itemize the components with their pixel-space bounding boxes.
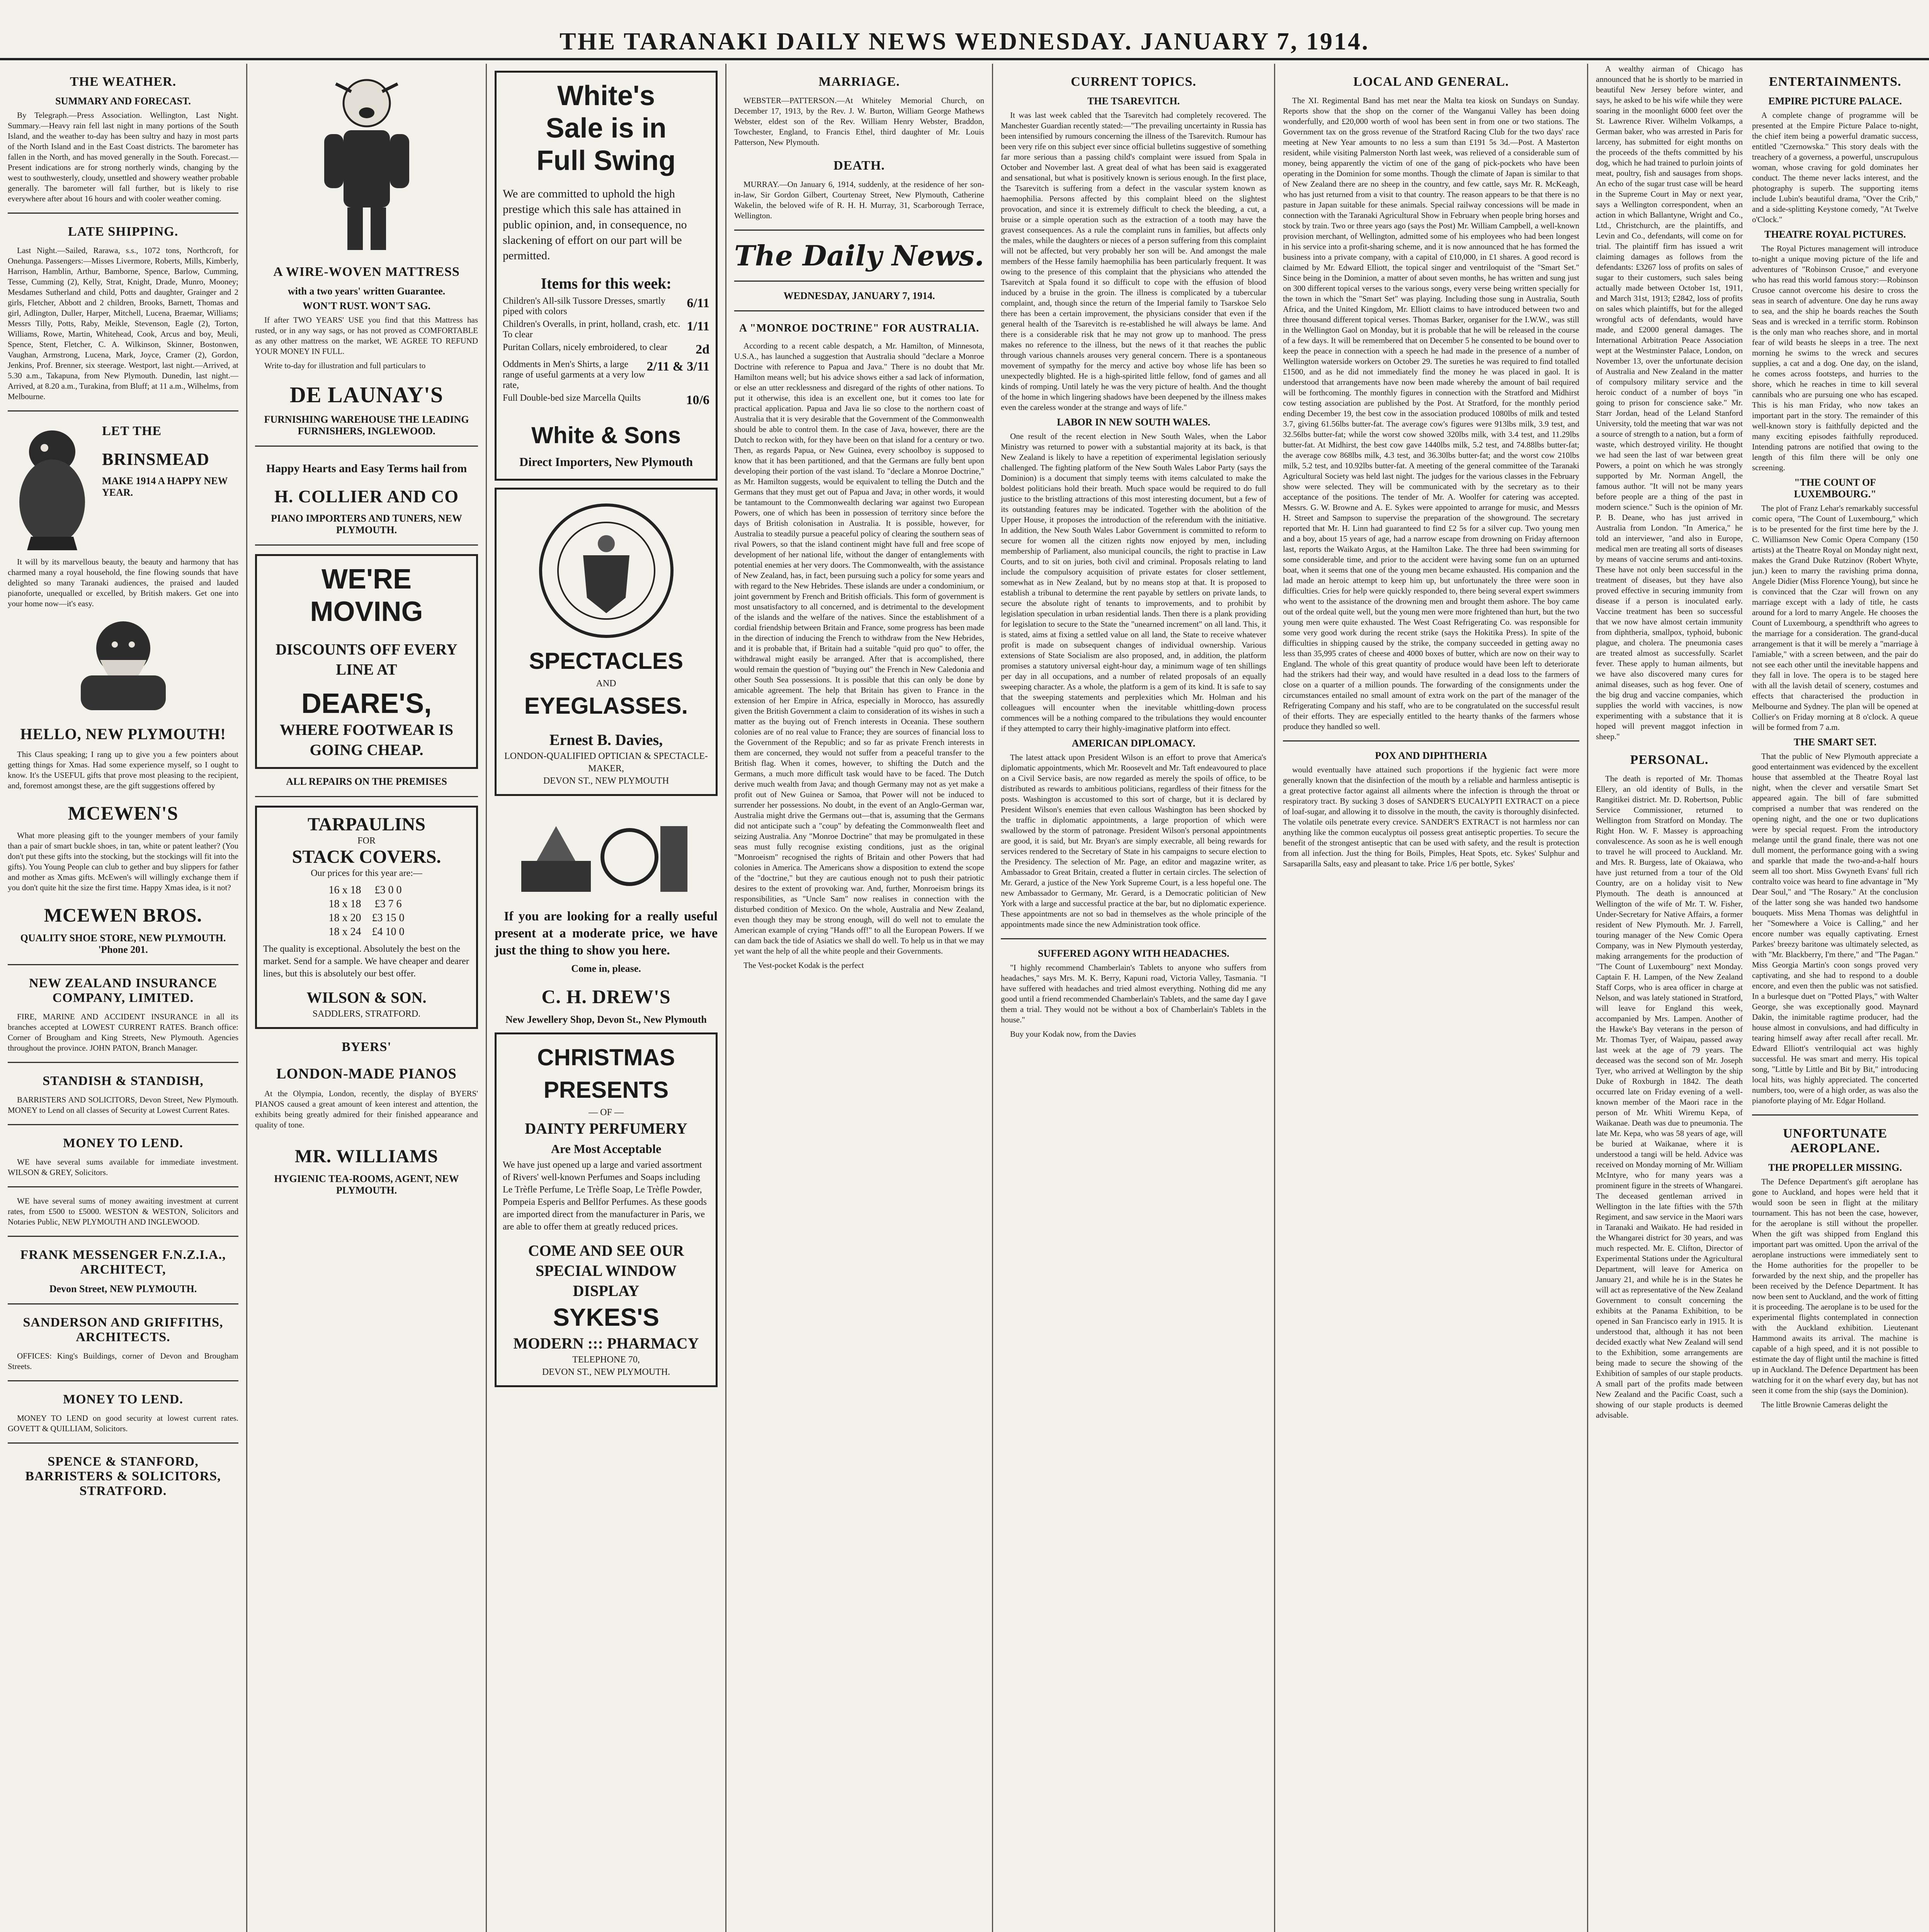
- williams-name: MR. WILLIAMS: [294, 1146, 439, 1167]
- griffiths-text: OFFICES: King's Buildings, corner of Devon and Brougham Streets.: [8, 1351, 238, 1371]
- column-7-right: [1752, 64, 1918, 1424]
- dainty-heading: DAINTY PERFUMERY: [525, 1120, 687, 1137]
- come-in: Come in, please.: [571, 963, 641, 974]
- moving-line-2: MOVING: [310, 596, 423, 627]
- divider: [8, 964, 238, 965]
- aeroplane-heading: UNFORTUNATE AEROPLANE.: [1783, 1126, 1887, 1155]
- hello-text: This Claus speaking; I rang up to give you a few pointers about getting things for Xmas. Had some experience myself, so I ought to know. It's the USEFUL gifts that prove most pleasing to the recipient, and, foremost amongst these, are the gift suggestions offered by: [8, 750, 238, 790]
- item-row: Children's Overalls, in print, holland, crash, etc. To clear 1/11: [503, 319, 709, 340]
- present-text: If you are looking for a really useful present at a moderate price, we have just the thing to show you here.: [495, 909, 718, 957]
- discounts-text: DISCOUNTS OFF EVERY LINE AT: [276, 641, 458, 678]
- diplomacy-text: The latest attack upon President Wilson is an effort to prove that America's diplomatic appointments, which Mr. Roosevelt and Mr. Taft endeavoured to place on a Civil Service basis, are now regarded as merely the spoils of office, to be distributed as rewards to ambitious politicians, regardless of their fitness for the posts. Washington is accustomed to this sort of charge, but it is declared by President Wilson's enemies that even callous Washington has been shocked by the traffic in diplomatic appointments, a large proportion of which were swallowed by the storm of patronage. President Wilson's personal appointments are good, it is said, but Mr. Bryan's are simply execrable, all being rewards for services rendered to the Secretary of State in his campaigns to secure election to the Presidency. The selection of Mr. Page, an editor and magazine writer, as Ambassador to Great Britain, created a flutter in certain circles. The selection of Mr. Gerard, a justice of the New York Supreme Court, is a less hopeful one. The new Ambassador to Germany, Mr. Gerard, is a Democratic politician of New York with a large and successful practice at the bar, but no diplomatic experience. These appointments are not so bad in themselves as the whole principle of the appointments made since the new Administration took office.: [1001, 753, 1266, 929]
- labor-text: One result of the recent election in New South Wales, when the Labor Ministry was returned to power with a substantial majority at its back, is that New Zealand is likely to have a repetition of experimental legislation seriously challenged. The fighting platform of the New South Wales Labor Party (says the Dominion) is a document that simply teems with items calculated to make the boldest politicians hold their breath. Much space would be required to do full justice to the bristling attractions of this most interesting document, but a few of its outstanding features may be indicated. Together with the abolition of the Upper House, it proposes the introduction of the referendum with the initiative. In addition, the New South Wales Labor Government is committed to reform to secure for women all the citizen rights now enjoyed by men, including membership of Parliament, also municipal councils, the right to practise in Law Courts, and to sit on juries, both civil and criminal. Proposals relating to land include the compulsory acquisition of private estates for closer settlement, somewhat as in New Zealand, but by no means stop at that. It is proposed to establish a tribunal to determine the rent payable by settlers on private lands, to secure the absolute right of tenants to improvements, and to prohibit by legislation speculation in urban residential lands. Then there is a plank providing for legislation to secure to the State the "unearned increment" on all land. This, it is stated, aims at fixing a settled value on all land, the State to receive whatever profit is made on subsequent changes of individual ownership. Various extensions of State Socialism are also proposed, and, in addition, the platform promises a statutory universal eight-hour day, a minimum wage of ten shillings per day in all occupations, and a number of related proposals of an equally sweeping character. As a whole, the platform is a gem of its kind. It is safe to say that the sweeping statements and perplexities which Mr. Holman and his colleagues will encounter when the inevitable whittling-down process commences will be a nothing compared to the tribulations they would encounter if they attempted to carry their highly-imaginative platform into effect.: [1001, 432, 1266, 733]
- personal-text: The death is reported of Mr. Thomas Ellery, an old identity of Bulls, in the Rangitikei district. Mr. D. Robertson, Public Service Commissioner, returned to Wellington from Stratford on Monday. The Right Hon. W. F. Massey is approaching convalescence. As soon as he is well enough to travel he will proceed to Auckland. Mr. and Mrs. R. Burgess, late of Okaiawa, who have just returned from a tour of the Old Country, are on a holiday visit to New Plymouth. The death is announced at Wellington of the wife of Mr. T. W. Fisher, Under-Secretary for Native Affairs, a former resident of New Plymouth. Mr. J. Farrell, touring manager of the New Comic Opera Company, was in New Plymouth yesterday, making arrangements for the production of "The Count of Luxembourg" next Monday. Captain F. H. Lampen, of the New Zealand Staff Corps, who is area officer in charge at Nelson, and was lately stationed in Stratford, will leave for England this week, accompanied by Mrs. Lampen. Another of the Hawke's Bay veterans in the person of Mr. Thomas Tyer, of Waipau, passed away last week at the age of 79 years. The deceased was the second son of Mr. Joseph Tyer, who arrived at Wellington by the ship Duke of Roxburgh in 1842. The death occurred late on Friday evening of a well-known member of the Maori race in the person of Mr. Whiti Wiremu Kepa, of Waikanae. Death was due to pneumonia. The late Mr. Kepa, who was 58 years of age, will be buried at Waikanae, where it is understood a tangi will be held. Advice was received on Monday morning of Mr. William McIntyre, who for many years was a prominent figure in the streets of Whangarei. The deceased gentleman arrived in Wellington in the late fifties with the 57th Regiment, and saw service in the Maori wars in Taranaki and Waikato. He had resided in the Whangarei district for 30 years, and was much respected. Mr. E. Clifton, Director of Experimental Stations under the Agricultural Department, will leave for America on January 21, and while he is in the States he will act as representative of the New Zealand Government to consult concerning the exhibits at the Panama Exhibition, to be opened in San Francisco early in 1915. It is understood that, although it has not been decided exactly what New Zealand will send to the Exhibition, some arrangements are being made to secure the showing of the Exhibition of samples of our staple products. A small part of the profits made between New Zealand and the Pacific Coast, such a showing of our staple products is deemed advisable.: [1596, 774, 1743, 1420]
- sykes-address: DEVON ST., NEW PLYMOUTH.: [542, 1367, 670, 1377]
- divider: [8, 1236, 238, 1237]
- brinsmead-name: BRINSMEAD: [102, 450, 209, 469]
- divider: [1752, 1114, 1918, 1116]
- byers-text: At the Olympia, London, recently, the display of BYERS' PIANOS caused a great amount of keen interest and attention, the exhibits being greatly admired for their finished appearance and quality of tone.: [255, 1089, 478, 1129]
- dainty-text: We have just opened up a large and varied assortment of Rivers' well-known Perfumes and Soaps including Le Trèfle Perfume, Le Trèfle Soap, Le Trèfle Powder, Pompeia Esperis and Bellfor Perfumes. As these goods are imported direct from the manufacturer in Paris, we are able to offer them at greatly reduced prices.: [503, 1160, 707, 1232]
- davies-address: DEVON ST., NEW PLYMOUTH: [543, 776, 669, 786]
- bottom-line: The little Brownie Cameras delight the: [1761, 1400, 1888, 1409]
- whites-line-3: Full Swing: [536, 145, 676, 176]
- smartset-text: That the public of New Plymouth appreciate a good entertainment was evidenced by the excellent house that assembled at the Theatre Royal last night, when the clever and versatile Smart Set appeared again. The bill of fare submitted comprised a number that was rendered on the opening night, and the one or two duplications were by special request. From the introductory melange until the grand finale, there was not one dull moment, the performance going with a swing and sparkle that made the two-and-a-half hours seem all too short. Miss Gwyneth Evans' full rich contralto voice was heard to fine advantage in "My Dear Soul," and "The Rosary." At the conclusion of the latter song she was handed two handsome bouquets. Miss Mena Thomas was delightful in her "Somewhere a Voice is Calling," and her encore number was equally captivating. Ernest Parkes' breezy baritone was ultimately selected, as with "Mr. Blackberry, I'm there," and "The Pagan." Miss Georgia Martin's coon songs proved very captivating, and she had to respond to a double encore, and even then the public was not satisfied. In a burlesque duet on "Potted Plays," with Walter George, she was exceptionally good. Maynard Dakin, the inimitable ragtime producer, had the house almost in convulsions, and had difficulty in tearing himself away after recall after recall. Mr. Edward Elliott's ventriloquial act was highly successful. He was smart and merry. His topical song, "Little by Little and Bit by Bit," introducing local hits, was highly appreciated. The concerted numbers, too, were of a high order, as was also the pianoforte playing of Mr. Edgar Holland.: [1752, 752, 1918, 1105]
- spectacles-and: AND: [596, 679, 616, 689]
- divider: [1001, 938, 1266, 939]
- hello-heading: HELLO, NEW PLYMOUTH!: [20, 725, 226, 743]
- whites-sons: White & Sons: [531, 422, 681, 448]
- sykes-phone: TELEPHONE 70,: [572, 1355, 640, 1365]
- stack-price-table: [323, 883, 410, 939]
- mcewen-text: What more pleasing gift to the younger members of your family than a pair of smart buckle shoes, in tan, white or patent leather? (You don't put these gifts into the stocking, but the stockings will fit into the gifts). You Young People can club to gether and buy slippers for father and mother as Xmas gifts. McEwen's will willingly exchange them if you don't quite hit the size the first time. Happy Xmas idea, is it not?: [8, 831, 238, 892]
- stack-text: Our prices for this year are:—: [311, 868, 422, 878]
- moving-line-1: WE'RE: [321, 564, 412, 595]
- wilson-sub: SADDLERS, STRATFORD.: [312, 1009, 421, 1019]
- masthead-title: THE TARANAKI DAILY NEWS WEDNESDAY. JANUARY 7, 1914.: [559, 27, 1370, 55]
- marriage-heading: MARRIAGE.: [818, 75, 900, 89]
- count-heading: "THE COUNT OF LUXEMBOURG.": [1794, 477, 1876, 500]
- item-row: Full Double-bed size Marcella Quilts 10/6: [503, 393, 709, 407]
- santa-claus-icon: [65, 614, 181, 714]
- dainty-sub: Are Most Acceptable: [551, 1142, 662, 1156]
- byers-name: BYERS': [342, 1040, 391, 1054]
- propeller-text: The Defence Department's gift aeroplane has gone to Auckland, and hopes were held that it would soon be seen in flight at the military tournament. This has not been the case, however, for the aeroplane is still without the propeller. When the gift was shipped from England this important part was omitted. Upon the arrival of the aeroplane instructions were immediately sent to the Home authorities for the propeller to be forwarded by the next ship, and the propeller has been received by the Defence Department. It has now been sent to Auckland, and the work of fitting it is proceeding. The aeroplane is to be used for the experimental flights contemplated in connection with the Auckland exhibition. Lieutenant Hammond awaits its arrival. The machine is capable of a high speed, and it is not possible to estimate the day of flight until the machine is fitted up in Auckland. The Defence Department has been watching for it on the wharf every day, but has not seen it come from the ship (says the Dominion).: [1752, 1177, 1918, 1395]
- spectacle-makers-seal-icon: [537, 501, 676, 640]
- deares-sub: WHERE FOOTWEAR IS GOING CHEAP.: [280, 721, 453, 759]
- delaunay-name: DE LAUNAY'S: [289, 382, 444, 407]
- tarpaulins-for: FOR: [357, 836, 376, 846]
- messenger-sub: Devon Street, NEW PLYMOUTH.: [49, 1283, 197, 1294]
- labor-heading: LABOR IN NEW SOUTH WALES.: [1056, 417, 1211, 428]
- column-5: [993, 64, 1275, 1932]
- items-heading: Items for this week:: [541, 275, 672, 292]
- mattress-tagline: WON'T RUST. WON'T SAG.: [302, 300, 431, 311]
- collier-sub: PIANO IMPORTERS AND TUNERS, NEW PLYMOUTH.: [271, 513, 462, 536]
- happy-hearts: Happy Hearts and Easy Terms hail from: [266, 462, 467, 475]
- divider: [8, 410, 238, 412]
- mattress-write: Write to-day for illustration and full particulars to: [264, 361, 426, 370]
- column-7-split: [1596, 64, 1921, 1424]
- tsarevitch-text: It was last week cabled that the Tsarevitch had completely recovered. The Manchester Guardian recently stated:—"The prevailing uncertainty in Russia has been intensified by rumours concerning the illness of the Tsarevitch. Rumour has been very rife on this subject ever since official bulletins suggestive of something far more serious than a passing child's complaint were issued from Spala in October and November last. A great deal of what has been said is exaggerated and sensational, but what is positively known is serious enough. In the first place, the Tsarevitch is suffering from a defect in the vascular system known as haemophilia. Persons affected by this complaint bleed on the slightest provocation, and since it is extremely difficult to check the bleeding, a cut, a bruise or a simple operation such as the extraction of a tooth may have the gravest consequences. As a rule the complaint runs in families, but affects only the males, while the daughters or nieces of a person suffering from this complaint will not be affected, but very probably her son will be. And amongst the male members of the Hesse family haemophilia has been particularly frequent. It was owing to the presence of this complaint that the physicians who attended the Tsarevitch at Spala found it so difficult to cope with the effusion of blood induced by a bruise in the groin. The illness is complicated by a tubercular complaint, and, though since the return of the Imperial family to Tsarskoe Selo there has been a certain improvement, the physicians consider that even if the general health of the Tsarevitch is re-established he will always be lame. And there is a considerable risk that he may not grow up to manhood. The press makes no reference to the illness, but the news of it that reaches the public through various channels arouses very general concern. There is a spontaneous movement of sympathy for the mercy and active boy whose life has been so unexpectedly blighted. He is a high-spirited little fellow, fond of games and all kinds of romping. Until lately he was the very picture of health. And the thought of the home in which lingering shadows have been deepened by the illness makes even the careless wonder at the strange and ways of life.": [1001, 111, 1266, 412]
- royal-text: The Royal Pictures management will introduce to-night a unique moving picture of the life and adventures of "Robinson Crusoe," and everyone who has read this world famous story:—Robinson Crusoe cannot overcome his desire to cross the seas in search of adventure. One day he runs away to sea, and the ship he boards reaches the South Seas and is wrecked in a terrific storm. Robinson is the only man who reaches shore, and in mortal fear of wild beasts he sleeps in a tree. The next morning he swims to the wreck and secures supplies, a cat and a dog. One day, on the island, he comes across footsteps, and hurries to the shore, which he reaches in time to kill several cannibals who are pursuing one who has escaped. This is his man Friday, who now takes an important part in the story. The remainder of this well-known story is faithfully depicted and the many exciting episodes faithfully reproduced. Intending patrons are notified that owing to the length of this film there will be only one screening.: [1752, 244, 1918, 472]
- sykes-sub: MODERN ::: PHARMACY: [513, 1335, 699, 1352]
- collier-name: H. COLLIER AND CO: [274, 486, 459, 506]
- pox-text: would eventually have attained such proportions if the hygienic fact were more generally known that the disinfection of the mouth by a reliable and harmless antiseptic is a great protective factor against all ailments where the infection is through the throat or respiratory tract. By sucking 3 doses of SANDER'S EUCALYPTI EXTRACT on a piece of loaf-sugar, and allowing it to dissolve in the mouth, the cavity is thoroughly disinfected. The volatile oils penetrate every crevice. SANDER'S EXTRACT is not harmless nor can anything like the common eucalyptus oil possess great antiseptic properties. To secure the benefit of the strongest antiseptic that can be used with safety, and the result is protection from all infection. Just the thing for Boils, Pimples, Heat Spots, etc. Sykes' Sulphur and Sarsaparilla Salts, easy and pleasant to take. Price 1/6 per bottle, Sykes': [1283, 765, 1579, 868]
- monroe-text: According to a recent cable despatch, a Mr. Hamilton, of Minnesota, U.S.A., has launched a suggestion that Australia should "declare a Monroe Doctrine with reference to Papua and Java." There is no doubt that Mr. Hamilton means well; but his advice shows either a sad lack of information, or else an utter recklessness and disregard of the rights of other nations. To put it otherwise, this idea is an excellent one, but it comes too late for practical application. Papua and Java lie so close to the northern coast of Australia that it is very desirable that the Government of the Commonwealth should be able to control them. In the case of Java, however, there are the Dutch to reckon with, for they have been on that island for a century or two. Then, as regards Papua, or New Guinea, every schoolboy is supposed to know that it has been partitioned, and that the Germans are fully bent upon developing their portion of the vast island. To "declare a Monroe Doctrine," as Mr. Hamilton suggests, would be equivalent to telling the Dutch and the Germans that they must get out of Papua and Java; in other words, it would be tantamount to the Commonwealth declaring war against two European Powers, one of which has been in possession of territory since before the days of British colonisation in Australia. It is possible, however, for Australia to steadily pursue a peaceful policy of clearing the southern seas of rival Powers, so that the island continent might have full and free scope of development of her national life, without the danger of entanglements with potential enemies at her very doors. The Commonwealth, with the assistance of New Zealand, has, in fact, been pursuing such a policy for some years and with regard to the New Hebrides. These islands are under a condominium, or joint government by French and British officials. This form of government is most unsatisfactory to all concerned, and is detrimental to the development of the islands and the welfare of the natives. Since the establishment of a cordial friendship between Britain and France, some progress has been made in the direction of inducing the French to withdraw from the New Hebrides, and it is probable that, if Britain had a suitable "quid pro quo" to offer, the withdrawal might easily be arranged. After that is accomplished, there would remain the question of "buying out" the French in New Caledonia and other South Sea possessions. It is possible that this can only be done by amicable agreement. The help that Britain has given to France in the extension of her Empire in Africa, especially in Morocco, has assuredly given the British Government a claim to consideration of its wishes in such a matter as the buying out of French interests in Oceania. These southern colonies are of no real value to France; they are sources of financial loss to the Government of the Republic; and so far as private French interests in them are concerned, they would not suffer from a peaceful transfer to the British flag. When it comes, however, to shifting the Dutch and the Germans, a much more difficult task would have to be faced. The Dutch derive much wealth from Java; and though Germany may not as yet make a profit out of New Guinea or Samoa, that Power will not be induced to surrender her possessions. No doubt, in the event of an Anglo-German war, Australia might drive the Germans out—that is, assuming that the Germans did not anticipate such a "coup" by defeating the Commonwealth fleet and seizing Australia. Any "Monroe Doctrine" that may be promulgated in these seas must fully recognise existing conditions, just as the original "Monroeism" recognised the rights of Britain and other Powers that had colonies in America. The Americans show a disposition to extend the scope of the "doctrine," but they are cautious enough not to push their patriotic desires to the extent of provoking war. And, further, Monroeism brings its responsibilities, as "Uncle Sam" now realises in connection with the disturbed condition of Mexico. On the whole, Australia and New Zealand, even though they may be strong enough, will do well not to emulate the American example of crying "Hands off!" to all the European Powers. If we can dam back the tide of Asiatics we shall do well. To help us in that we may yet want the help of all the white people and their Governments.: [734, 341, 984, 956]
- divider: [734, 281, 984, 282]
- money-heading: MONEY TO LEND.: [63, 1136, 183, 1150]
- count-text: The plot of Franz Lehar's remarkably successful comic opera, "The Count of Luxembourg," which is to be presented for the first time here by the J. C. Williamson New Comic Opera Company (150 artists) at the Theatre Royal on Monday night next, makes the Grand Duke Rutzinov (Robert Whyte, jun.) keen to marry the ravishing prima donna, Angele Didier (Miss Florence Young), but since he is convinced that the Czar will frown on any marriage except with a lady of title, he casts around for a lord to marry Angele. He chooses the Count of Luxembourg, a spendthrift who agrees to the marriage for a consideration. The grand-ducal arrangement is that it will be merely a "marriage à l'amiable," with a screen between, and the pair do not see each other until the inevitable happens and they fall in love. The opera is to be staged here with all the lavish detail of scenery, costumes and effects that characterised the production in Melbourne and Sydney. The plan will be opened at Collier's on Friday morning at 8 o'clock. A queue will be formed from 7 a.m.: [1752, 503, 1918, 732]
- table-row: 18 x 18 £3 7 6: [328, 898, 402, 910]
- jewellery-items-icon: [514, 803, 699, 903]
- column-7-left: [1596, 64, 1743, 1424]
- govett-text: MONEY TO LEND on good security at lowest current rates. GOVETT & QUILLIAM, Solicitors.: [8, 1413, 238, 1433]
- divider: [8, 1442, 238, 1444]
- table-row: 18 x 24 £4 10 0: [328, 926, 405, 938]
- vest-text: The Vest-pocket Kodak is the perfect: [743, 961, 864, 970]
- diplomacy-heading: AMERICAN DIPLOMACY.: [1072, 738, 1196, 749]
- table-row: 16 x 18 £3 0 0: [328, 884, 402, 896]
- sykes-name: SYKES'S: [553, 1303, 659, 1331]
- tarpaulins-ad: [255, 806, 478, 1029]
- eyeglasses-heading: EYEGLASSES.: [524, 693, 688, 719]
- divider: [8, 1124, 238, 1125]
- brinsmead-lead: LET THE: [102, 424, 162, 438]
- divider: [8, 213, 238, 214]
- wealthy-text: A wealthy airman of Chicago has announced that he is shortly to be married in beautiful New Jersey before winter, and says, he asked to be his wife while they were soaring in the moonlight 6000 feet over the St. Lawrence River. Wilhelm Volkamps, a German baker, who was arrested in Paris for larceny, has submitted for eight months on the proceeds of the thefts committed by his dog, which he had trained to purloin joints of meat, poultry, fish and sausages from shops. An echo of the sugar trust case will be heard in the Supreme Court in May or next year, says a Wellington correspondent, when an action in which Ballantyne, Wright and Co., Ltd., Christchurch, are the plaintiffs, and Levin and Co., defendants, will come on for trial. The plaintiff firm has issued a writ claiming damages as follows from the defendants: £3267 loss of profits on sales of sugar to their customers, such sales being actually made between October 1st, 1911, and March 31st, 1913; £2842, loss of profits on sales which plaintiffs, but for the alleged wrongful acts of defendants, would have made, and £2000 general damages. The International Arbitration Peace Association wept at the Westminster Palace, London, on November 13, over the unfortunate decision of Australia and New Zealand in the matter of compulsory military service and the heroic conduct of a number of boys "in going to prison for conscience sake." Mr. Starr Jordan, head of the Leland Stanford University, told the meeting that war was not a source of strength to a nation, but a form of waste, which destroyed virility. He thought we had seen the last of war between great Powers, a point on which he was strongly supported by Mr. Norman Angell, the famous author. "It will not be many years before people are a thing of the past in modern science." Such is the opinion of Mr. P. B. Deane, who has just arrived in Australia from London. "In America," he told an interviewer, "and also in Europe, medical men are treating all sorts of diseases by means of vaccine serums and anti-toxins. These have not only been successful in the treatment of diseases, but they have also proved effective in securing immunity from disease if a person is inoculated early. Vaccine treatment has been so successful that we now have almost certain immunity from diphtheria, smallpox, typhoid, bubonic plague, and cholera. The pneumonia cases are treated almost as successfully. Scarlet fever. These apply to human ailments, but we have also discovered many cures for animal diseases, such as hog fever. One of the big drug and vaccine companies, which supplies the world with vaccines, is now experimenting with a substance that it is hoped will prevent maggot infection in sheep.": [1596, 64, 1743, 741]
- davies-name: Ernest B. Davies,: [549, 731, 663, 748]
- come-see: COME AND SEE OUR SPECIAL WINDOW DISPLAY: [528, 1242, 684, 1299]
- whites-line-2: Sale is in: [546, 113, 667, 144]
- of-text: — OF —: [589, 1107, 624, 1117]
- divider: [255, 446, 478, 447]
- sykes-ad: [495, 1032, 718, 1387]
- masthead: [0, 0, 1929, 60]
- divider: [8, 1303, 238, 1304]
- drew-sub: New Jewellery Shop, Devon St., New Plymouth: [505, 1014, 707, 1025]
- whites-text: We are committed to uphold the high prestige which this sale has attained in public opinion, and, in consequence, no slackening of effort on our part will be permitted.: [503, 187, 687, 262]
- smartset-heading: THE SMART SET.: [1793, 736, 1877, 748]
- propeller-heading: THE PROPELLER MISSING.: [1768, 1162, 1902, 1173]
- royal-heading: THEATRE ROYAL PICTURES.: [1764, 229, 1906, 240]
- topics-heading: CURRENT TOPICS.: [1071, 75, 1196, 89]
- agony-heading: SUFFERED AGONY WITH HEADACHES.: [1038, 948, 1230, 959]
- brinsmead-tagline: MAKE 1914 A HAPPY NEW YEAR.: [102, 475, 228, 498]
- monroe-heading: A "MONROE DOCTRINE" FOR AUSTRALIA.: [739, 322, 980, 334]
- divider: [734, 230, 984, 231]
- dateline: WEDNESDAY, JANUARY 7, 1914.: [783, 290, 935, 301]
- death-heading: DEATH.: [834, 158, 885, 173]
- pox-heading: POX AND DIPHTHERIA: [1375, 750, 1487, 761]
- spectacles-heading: SPECTACLES: [529, 648, 683, 674]
- christmas-heading: CHRISTMAS: [537, 1044, 675, 1070]
- divider: [255, 544, 478, 546]
- divider: [1283, 740, 1579, 742]
- mcewen-bros-sub: QUALITY SHOE STORE, NEW PLYMOUTH. 'Phone 201.: [20, 932, 226, 955]
- standish-heading: STANDISH & STANDISH,: [43, 1074, 204, 1088]
- insurance-text: FIRE, MARINE AND ACCIDENT INSURANCE in all its branches accepted at LOWEST CURRENT RATES. Branch office: Corner of Brougham and King Streets, New Plymouth. Agencies throughout the province. JOHN PATON, Branch Manager.: [8, 1012, 238, 1053]
- messenger-heading: FRANK MESSENGER F.N.Z.I.A., ARCHITECT,: [20, 1248, 226, 1277]
- deares-ad: [255, 554, 478, 769]
- death-text: MURRAY.—On January 6, 1914, suddenly, at the residence of her son-in-law, Sir Gordon Gilbert, Courtenay Street, New Plymouth, Catherine Wakelin, the beloved wife of R. H. H. Murray, 31, Scarborough Terrace, Wellington.: [734, 180, 984, 220]
- mattress-text: If after TWO YEARS' USE you find that this Mattress has rusted, or in any way sags, or has not proved as COMFORTABLE as any other mattress on the market, WE AGREE TO REFUND YOUR MONEY IN FULL.: [255, 315, 478, 356]
- whites-ad: [495, 71, 718, 481]
- shipping-text: Last Night.—Sailed, Rarawa, s.s., 1072 tons, Northcroft, for Onehunga. Passengers:—Misses Livermore, Roberts, Mills, Kimberly, Harrison, Hamblin, Arthur, Bamborne, Spence, Barlow, Cumming, Tesse, Cumming (2), Kelly, Strat, Knight, Drade, Munro, Mooney; Mesdames Sutherland and child, Potts and daughter, Grainger and 2 girls, Fletcher, Abbott and 2 children, Brooks, Barnett, Thomas and girl, Adlington, Duller, Harper, Mitchell, Lucena, Braemar, Williams; Messrs Tilly, Potts, Raby, Meikle, Stevenson, Eagle (2), Torton, Williams, Rowe, Martin, Whitehead, Cook, Arcus and boy, Meuli, Spence, Stent, Fletcher, C. A. Wilkinson, Skinner, Bostonwen, Vaughan, Armstrong, Lucena, Mark, Joyce, Cramer (2), Gordon, Jenkins, Prof. Brenner, six steerage. Westport, last night.—Arrived, at 5.30 a.m., Takapuna, from New Plymouth. Dunedin, last night.—Arrived, at 8.20 a.m., Turakina, from Bluff; at 11 a.m., Wilhelms, from Melbourne.: [8, 246, 238, 401]
- divider: [8, 1062, 238, 1063]
- divider: [8, 1380, 238, 1381]
- wilson-name: WILSON & SON.: [306, 989, 427, 1006]
- column-6: [1275, 64, 1588, 1932]
- divider: [734, 310, 984, 311]
- stack-covers: STACK COVERS.: [292, 847, 441, 867]
- personal-heading: PERSONAL.: [1630, 753, 1709, 767]
- hello-ad: [8, 614, 238, 956]
- table-row: 18 x 20 £3 15 0: [328, 912, 405, 924]
- item-row: Puritan Collars, nicely embroidered, to clear 2d: [503, 342, 709, 357]
- column-1: [0, 64, 247, 1932]
- standish-text: BARRISTERS AND SOLICITORS, Devon Street, New Plymouth. MONEY to Lend on all classes of Security at Lowest Current Rates.: [8, 1095, 238, 1115]
- deares-name: DEARE'S,: [301, 688, 432, 719]
- column-7: [1588, 64, 1929, 1932]
- tsarevitch-heading: THE TSAREVITCH.: [1087, 95, 1180, 107]
- brinsmead-text: It will by its marvellous beauty, the beauty and harmony that has charmed many a royal household, the fine flowing sounds that have delighted so many Taranaki audiences, the praised and lauded pianoforte, unequalled or excelled, by British makers. Get one into your home now—it's easy.: [8, 557, 238, 608]
- byers-heading: LONDON-MADE PIANOS: [276, 1066, 457, 1082]
- insurance-heading: NEW ZEALAND INSURANCE COMPANY, LIMITED.: [29, 976, 217, 1005]
- griffiths-heading: SANDERSON AND GRIFFITHS, ARCHITECTS.: [23, 1315, 223, 1344]
- empire-heading: EMPIRE PICTURE PALACE.: [1768, 95, 1902, 107]
- mattress-heading: A WIRE-WOVEN MATTRESS: [273, 265, 460, 279]
- brinsmead-ad: [8, 420, 238, 557]
- empire-text: A complete change of programme will be presented at the Empire Picture Palace to-night, the chief item being a powerful dramatic success, entitled "Czernowska." This story deals with the treachery of a governess, a powerful, unscrupulous woman, whose craving for gold dominates her conduct. The theme never lacks interest, and the photography is superb. The supporting items include Lubin's beautiful drama, "Over the Crib," and a side-splitting Keystone comedy, "At Twelve o'Clock.": [1752, 111, 1918, 224]
- mattress-sub: with a two years' written Guarantee.: [287, 286, 446, 297]
- marriage-text: WEBSTER—PATTERSON.—At Whiteley Memorial Church, on December 17, 1913, by the Rev. J. W. Burton, William George Mathews Webster, eldest son of the Rev. William Henry Webster, Braddon, Towchester, England, to Francis Ethel, third daughter of Mr. Louis Patterson, New Plymouth.: [734, 96, 984, 147]
- column-2: [247, 64, 487, 1932]
- local-heading: LOCAL AND GENERAL.: [1353, 75, 1509, 89]
- weather-text: By Telegraph.—Press Association. Wellington, Last Night. Summary.—Heavy rain fell last night in many portions of the South Island, and the weather to-day has been sultry and hazy in most parts of the North Island and in the East Coast districts. The barometer has fallen in the North, and has moved generally in the South. Forecast.—Present indications are for strong northerly winds, changing by the west to southwesterly, cloudy, unsettled and showery weather probable generally. The barometer will fall further, but is likely to rise everywhere after about 16 hours and with cooler weather coming.: [8, 111, 238, 203]
- tarpaulins-heading: TARPAULINS: [308, 814, 425, 835]
- local-text: The XI. Regimental Band has met near the Malta tea kiosk on Sundays on Sunday. Reports show that the shop on the corner of the Wanganui Valley has been doing wonderfully, and £20,000 worth of wool has been sent in from one or two stations. The Government tax on the gross revenue of the Stratford Racing Club for the two days' race meeting at New Year amounts to no less a sum than £191 5s 3d.—Post. A Masterton resident, while visiting Palmerston North last week, was relieved of a considerable sum of money, being apparently the victim of one of the gang of pick-pockets who have been operating in the Dominion for some months. Though the climate of Japan is similar to that of New Zealand there are no sheep in the country, and few cattle, says Mr. R. McKeagh, who has just returned from a visit to that country. The reason appears to be that there is no pasture in Japan suitable for these animals. Special railway concessions will be made in connection with the Taranaki Agricultural Show in February when people bring horses and stock by train. Two or three years ago (says the Post) Mr. William Campbell, a well-known provision merchant, of Wellington, admitted some of his employees who had been longest in his service into a profit-sharing scheme, and it is now announced that he has formed the business into a private company, with a capital of £10,000, in £1 shares. A good record is claimed by Mr. Edward Elliott, the topical singer and ventriloquist of the "Smart Set." Since being in the Dominion, a matter of about seven months, he has written and sung just on 300 different topical verses to the various songs, every verse being written specially for the town in which the "Smart Set" was playing. Including those sung in Australia, South Africa, and the United Kingdom, Mr. Elliott claims to have introduced between two and three thousand different topical verses. Thomas Barker, organiser for the I.W.W., was still in the Wellington Gaol on Monday, but it is probable that he will be released in the course of a few days. It will be remembered that on December 5 he consented to be bound over to keep the peace in connection with a speech he had made in the presence of a number of Wellington waterside workers on October 29. The sureties he was required to find totalled £1500, and as he did not immediately find the money he was placed in gaol. It is understood that arrangements have now been made whereby the amount of bail required will be forthcoming. The monthly figures in connection with the Stratford and Midhirst cow testing association are published by the Post. At Stratford, for the monthly period ending December 19, the best cow in the association produced 1080lbs of milk and tested 3.7, giving 61.56lbs butter-fat. The average cow's figures were 913lbs milk, 3.9 test, and 32.56lbs butter-fat; while the worst cow showed 320lbs milk, with 3.4 test, and 11.29lbs butter-fat. At Midhirst, the best cow gave 1440lbs milk, 5.2 test, and 74.88lbs butter-fat; the average cow 868lbs milk, 4.3 test, and 36.30lbs butter-fat; and the worst cow 210lbs milk, 5.2 test, and 10.92lbs butter-fat. A meeting of the general committee of the Taranaki Agricultural Society was held last night. The judges for the various classes in the February show were selected. They will be communicated with by the secretary as to their acceptance of the positions. The tender of Mr. A. Woolfer for catering was accepted. Messrs. G. W. Browne and A. E. Sykes were appointed to arrange for music, and Messrs H. Street and Sampson to supervise the preparation of the showground. The secretary reported that Mr. H. Linn had guaranteed to find £2 5s for a silver cup. Two young men and a boy, about 15 years of age, had a narrow escape from drowning on Friday afternoon last, reports the Waikato Argus, at the Hamilton Lake. The three had been swimming for some considerable time, and prior to the accident were having some fun on an upturned boat, when it seems that one of the young men became exhausted. His companion and the lad made an heroic attempt to keep him up, but unfortunately the three were soon in difficulties. Cries for help were quickly responded to, there being several expert swimmers who went to the assistance of the drowning men and brought them ashore. The boy came out of the ordeal quite well, but the young men were more frightened than hurt, but the two young men were quite exhausted. The West Coast Refrigerating Co. was responsible for some very good work during the recent strike (says the Hokitika Press). In spite of the difficulties in shipping caused by the strike, the company succeeded in getting away no less than 35,995 crates of cheese and 4000 boxes of butter, which are now on their way to England. The whole of this great quantity of produce would have been left to deteriorate had the strikers had their way, and would have resulted in a dead loss to the farmers of close on a quarter of a million pounds. The forwarding of the consignments under the circumstances entailed no small amount of extra work on the part of the manager of the Refrigerating Company and his staff, who are to be congratulated on the successful result of their efforts. They are especially entitled to the hearty thanks of the farmers whose produce they handled so well.: [1283, 96, 1579, 731]
- spence-heading: SPENCE & STANFORD, BARRISTERS & SOLICITORS, STRATFORD.: [25, 1454, 221, 1498]
- item-row: Oddments in Men's Shirts, a large range of useful garments at a very low rate, 2/11 & 3/11: [503, 359, 709, 390]
- delaunay-sub: FURNISHING WAREHOUSE THE LEADING FURNISHERS, INGLEWOOD.: [264, 414, 469, 437]
- entertainments-heading: ENTERTAINMENTS.: [1769, 75, 1902, 89]
- whites-sons-sub: Direct Importers, New Plymouth: [519, 455, 693, 469]
- weston-text: WE have several sums of money awaiting investment at current rates, from £500 to £5000. WESTON & WESTON, Solicitors and Notaries Public, NEW PLYMOUTH AND INGLEWOOD.: [8, 1196, 238, 1226]
- man-shouting-figure-icon: [309, 68, 425, 254]
- mcewen-bros: MCEWEN BROS.: [44, 904, 202, 926]
- presents-heading: PRESENTS: [543, 1077, 669, 1103]
- kodak-text: Buy your Kodak now, from the Davies: [1010, 1029, 1136, 1039]
- gramophone-figure-icon: [8, 425, 97, 552]
- divider: [8, 1186, 238, 1187]
- column-3: [487, 64, 726, 1932]
- davies-sub: LONDON-QUALIFIED OPTICIAN & SPECTACLE-MAKER,: [504, 751, 708, 774]
- divider: [255, 796, 478, 797]
- weather-heading: THE WEATHER.: [70, 75, 177, 89]
- item-row: Children's All-silk Tussore Dresses, smartly piped with colors 6/11: [503, 296, 709, 316]
- column-4: [726, 64, 993, 1932]
- agony-text: "I highly recommend Chamberlain's Tablets to anyone who suffers from headaches," says Mrs. M. K. Berry, Kapuni road, Victoria Valley, Tasmania. "I have suffered with headaches and tried almost everything. Nothing did me any good until a friend recommended Chamberlain's Tablets, and the same day I gave them a trial. They would not be without a box of Chamberlain's Tablets in the house.": [1001, 963, 1266, 1024]
- williams-sub: HYGIENIC TEA-ROOMS, AGENT, NEW PLYMOUTH.: [274, 1173, 459, 1196]
- spectacles-ad: [495, 488, 718, 796]
- money-text: WE have several sums available for immediate investment. WILSON & GREY, Solicitors.: [8, 1157, 238, 1177]
- stack-text-2: The quality is exceptional. Absolutely the best on the market. Send for a sample. We have cheaper and dearer lines, but this is absolutely our best offer.: [263, 944, 469, 979]
- whites-line-1: White's: [557, 80, 655, 111]
- weather-subheading: SUMMARY AND FORECAST.: [55, 95, 191, 107]
- shipping-heading: LATE SHIPPING.: [68, 224, 179, 239]
- deares-note: ALL REPAIRS ON THE PREMISES: [286, 776, 447, 787]
- daily-news-flag: The Daily News.: [734, 239, 984, 272]
- govett-heading: MONEY TO LEND.: [63, 1392, 183, 1406]
- drew-name: C. H. DREW'S: [541, 986, 671, 1007]
- mcewen-name: MCEWEN'S: [68, 802, 179, 824]
